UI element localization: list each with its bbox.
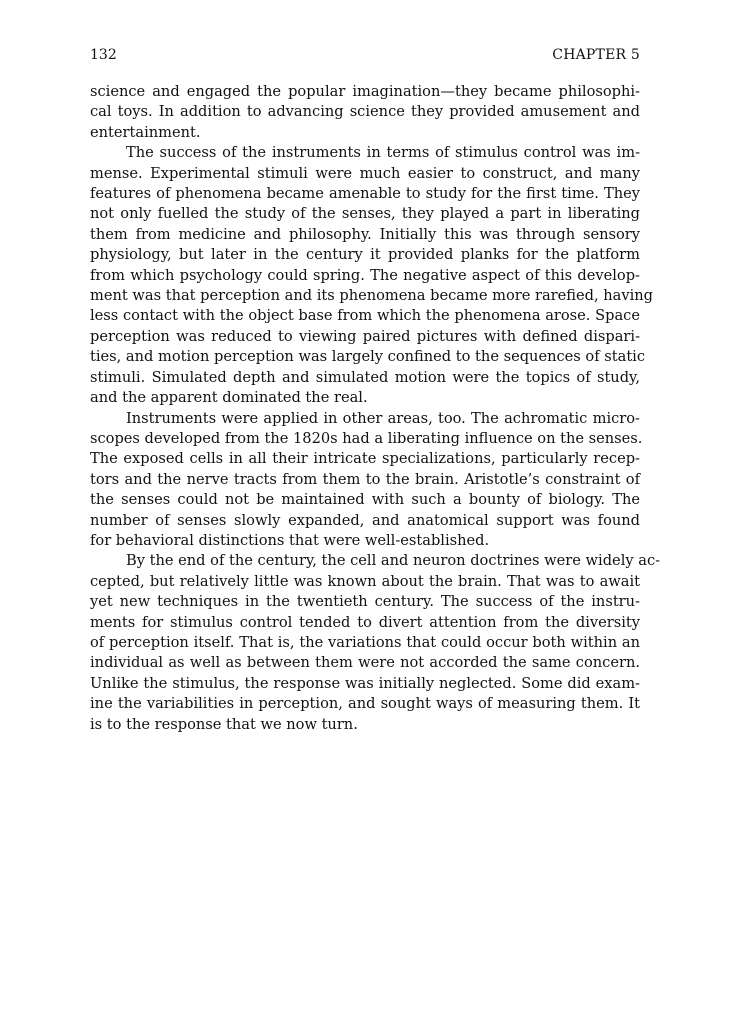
text-line: perception was reduced to viewing paired pictures with defined dispari- <box>90 327 640 345</box>
text-line: entertainment. <box>90 123 201 141</box>
text-line: scopes developed from the 1820s had a liberating influence on the senses. <box>90 429 643 447</box>
text-line: ties, and motion perception was largely confined to the sequences of static <box>90 348 646 366</box>
text-line: The success of the instruments in terms of stimulus control was im- <box>126 144 640 162</box>
body-text <box>90 82 661 735</box>
text-line: cal toys. In addition to advancing science they provided amusement and <box>90 103 640 121</box>
paragraph <box>90 82 640 143</box>
text-line: cepted, but relatively little was known about the brain. That was to await <box>90 572 640 590</box>
text-line: and the apparent dominated the real. <box>90 389 368 407</box>
text-line: ment was that perception and its phenomena became more rarefied, having <box>90 287 654 305</box>
chapter-label: CHAPTER 5 <box>552 47 640 63</box>
text-line: the senses could not be maintained with such a bounty of biology. The <box>90 491 640 509</box>
text-line: physiology, but later in the century it provided planks for the platform <box>90 246 640 264</box>
text-line: Unlike the stimulus, the response was initially neglected. Some did exam- <box>90 674 640 692</box>
text-line: is to the response that we now turn. <box>90 715 358 733</box>
text-line: from which psychology could spring. The negative aspect of this develop- <box>90 266 640 284</box>
text-line: Instruments were applied in other areas, too. The achromatic micro- <box>126 409 640 427</box>
text-line: for behavioral distinctions that were well-established. <box>90 531 490 549</box>
page-number: 132 <box>90 47 117 63</box>
text-line: individual as well as between them were not accorded the same concern. <box>90 654 640 672</box>
text-line: less contact with the object base from which the phenomena arose. Space <box>90 307 640 325</box>
text-line: science and engaged the popular imagination—they became philosophi- <box>90 83 640 100</box>
text-line: The exposed cells in all their intricate specializations, particularly recep- <box>90 450 640 468</box>
text-line: not only fuelled the study of the senses, they played a part in liberating <box>90 205 640 223</box>
text-line: features of phenomena became amenable to study for the first time. They <box>90 185 640 203</box>
text-line: them from medicine and philosophy. Initially this was through sensory <box>90 225 640 243</box>
text-line: of perception itself. That is, the variations that could occur both within an <box>90 633 640 651</box>
text-line: By the end of the century, the cell and neuron doctrines were widely ac- <box>126 552 661 570</box>
text-line: ments for stimulus control tended to divert attention from the diversity <box>90 613 640 631</box>
text-line: stimuli. Simulated depth and simulated motion were the topics of study, <box>90 368 640 386</box>
paragraph <box>90 143 654 408</box>
paragraph <box>90 551 661 735</box>
text-line: yet new techniques in the twentieth century. The success of the instru- <box>90 593 640 611</box>
text-line: tors and the nerve tracts from them to the brain. Aristotle’s constraint of <box>90 470 640 488</box>
text-line: number of senses slowly expanded, and anatomical support was found <box>90 511 640 529</box>
paragraph <box>90 409 643 552</box>
text-line: mense. Experimental stimuli were much easier to construct, and many <box>90 164 640 182</box>
text-line: ine the variabilities in perception, and sought ways of measuring them. It <box>90 695 640 713</box>
running-head <box>90 44 640 66</box>
